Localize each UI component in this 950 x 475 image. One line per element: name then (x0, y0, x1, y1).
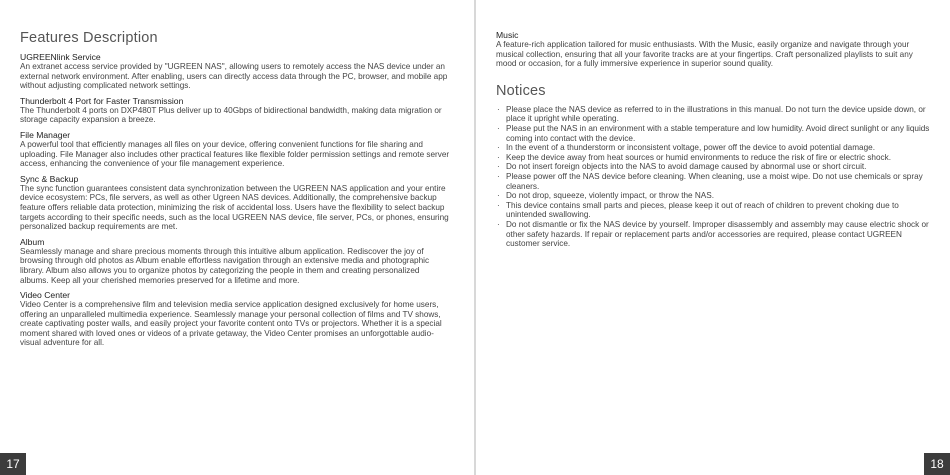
right-column (496, 30, 934, 249)
feature-body: A powerful tool that efficiently manages all files on your device, offering convenient functions for file sharing and uploading. File Manager also includes other practical features like flexible folder permission settings and remote server access, enhancing the convenience of your file management experience. (20, 139, 450, 169)
bullet-icon: · (497, 191, 500, 201)
bullet-icon: · (497, 200, 500, 210)
notice-item (496, 124, 934, 143)
notice-text: Do not dismantle or fix the NAS device by yourself. Improper disassembly and assembly may cause electric shock or other safety hazards. If repair or replacement parts and/or accessories are required, please contact UGREEN customer service. (506, 219, 929, 249)
bullet-icon: · (497, 162, 500, 172)
notice-item (496, 143, 934, 153)
feature-sync-backup (20, 174, 450, 232)
notice-item (496, 105, 934, 124)
bullet-icon: · (497, 123, 500, 133)
feature-heading: UGREENlink Service (20, 52, 101, 62)
notices-list (496, 105, 934, 249)
feature-body: Video Center is a comprehensive film and television media service application designed exclusively for home users, offering an unparalleled multimedia experience. Seamlessly manage your personal collection of films and TV shows, create captivating poster walls, and easily project your favorite content onto TVs or projectors. Whether it is a special moment shared with loved ones or videos of a private getaway, the Video Center promises an unforgottable audio-visual adventure for all. (20, 300, 442, 348)
bullet-icon: · (497, 152, 500, 162)
bullet-icon: · (497, 104, 500, 114)
page-number-right: 18 (924, 453, 950, 475)
feature-heading: Sync & Backup (20, 173, 79, 184)
notice-text: In the event of a thunderstorm or inconsistent voltage, power off the device to avoid potential damage. (506, 143, 875, 153)
notice-text: This device contains small parts and pieces, please keep it out of reach of children to prevent choking due to unintended swallowing. (506, 200, 899, 220)
left-page (0, 0, 474, 475)
features-title: Features Description (20, 30, 158, 46)
notice-item (496, 220, 934, 249)
feature-album (20, 237, 450, 285)
page-number-left: 17 (0, 453, 26, 475)
notice-item (496, 153, 934, 163)
notice-text: Please put the NAS in an environment with a stable temperature and low humidity. Avoid direct sunlight or any liquids coming into contact with the device. (506, 123, 930, 143)
feature-thunderbolt (20, 96, 450, 125)
feature-heading: Album (20, 236, 45, 247)
bullet-icon: · (497, 171, 500, 181)
notice-item (496, 191, 934, 201)
feature-file-manager (20, 130, 450, 169)
feature-body: The Thunderbolt 4 ports on DXP480T Plus deliver up to 40Gbps of bidirectional bandwidth, making data migration or storage capacity expansion a breeze. (20, 105, 442, 125)
bullet-icon: · (497, 143, 500, 153)
notice-text: Please power off the NAS device before cleaning. When cleaning, use a moist wipe. Do not use chemicals or spray cleaners. (506, 171, 923, 191)
feature-body: Seamlessly manage and share precious moments through this intuitive album application. Rediscover the joy of browsing through old photos as Album enable effortless navigation through an extensive media and photographic library. Album also allows you to organize photos by categorizing the people in them and creating personalized albums. Keep all your cherished memories preserved for a lifetime and more. (20, 246, 430, 285)
notice-text: Please place the NAS device as referred to in the illustrations in this manual. Do not turn the device upside down, or place it upright while operating. (506, 104, 926, 124)
feature-video-center (20, 290, 450, 348)
notice-item (496, 162, 934, 172)
feature-body: A feature-rich application tailored for music enthusiasts. With the Music, easily organize and navigate through your musical collection, ensuring that all your favorite tracks are at your fingertips. Craft personalized playlists to suit any mood or occasion, for a fully immersive experience in superior sound quality. (496, 40, 913, 69)
bullet-icon: · (497, 219, 500, 229)
feature-heading: Video Center (20, 290, 71, 301)
feature-music (496, 30, 934, 69)
feature-heading: Thunderbolt 4 Port for Faster Transmission (20, 95, 184, 106)
feature-heading: File Manager (20, 129, 71, 140)
notice-text: Keep the device away from heat sources or humid environments to reduce the risk of fire or electric shock. (506, 152, 891, 162)
left-column (20, 30, 450, 353)
feature-body: An extranet access service provided by "UGREEN NAS", allowing users to remotely access the NAS device under an external network environment. After enabling, users can directly access data through the PC, browser, and mobile app without adjusting complicated network settings. (20, 62, 448, 91)
feature-ugreenlink (20, 52, 450, 91)
notice-text: Do not insert foreign objects into the NAS to avoid damage caused by abnormal use or short circuit. (506, 162, 867, 172)
notices-title: Notices (496, 82, 546, 99)
right-page (476, 0, 950, 475)
notice-item (496, 201, 934, 220)
notice-text: Do not drop, squeeze, violently impact, or throw the NAS. (506, 191, 714, 201)
notice-item (496, 172, 934, 191)
feature-heading: Music (496, 30, 519, 40)
feature-body: The sync function guarantees consistent data synchronization between the UGREEN NAS application and your entire device ecosystem: PCs, file servers, as well as other Ugreen NAS devices. Additionally, the comprehensive backup feature offers reliable data protection, minimizing the risk of accidental loss. Users have the flexibility to select backup targets according to their specific needs, such as the local UGREEN NAS device, file server, PCs, or phones, ensuring personalized backup requirements are met. (20, 183, 449, 232)
